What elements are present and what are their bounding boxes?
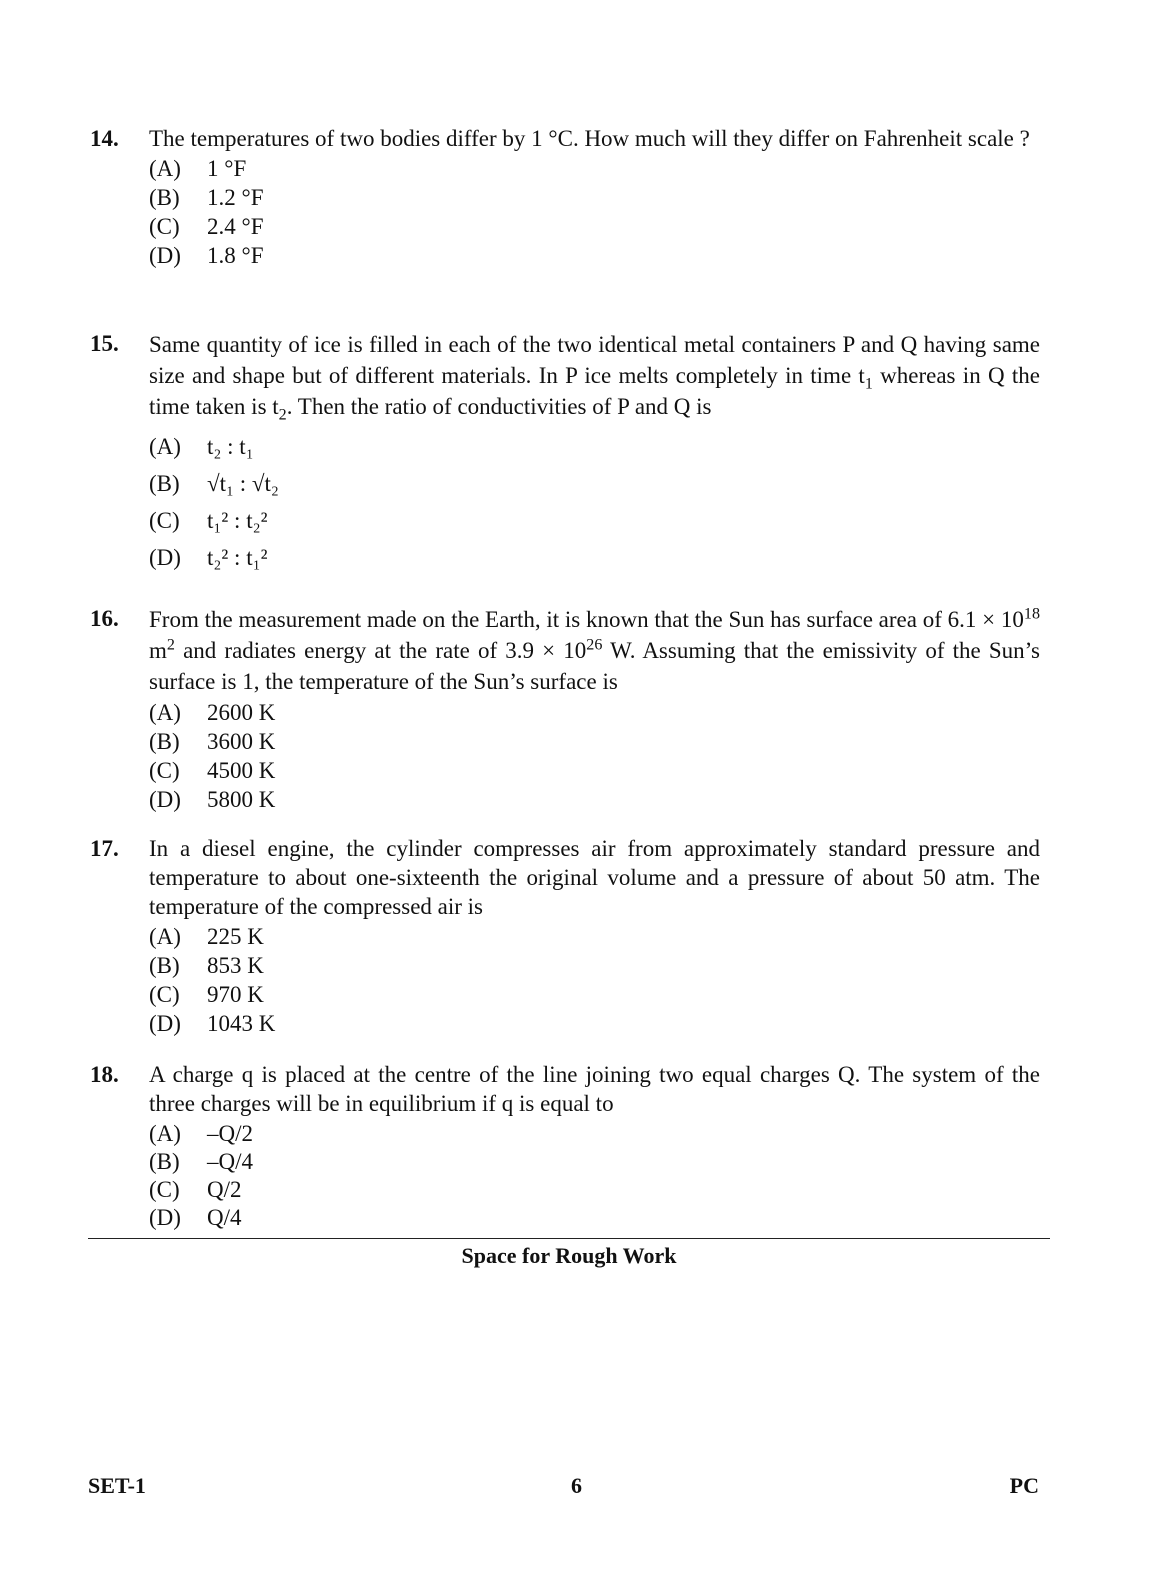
- options-list: [149, 698, 1040, 814]
- option-letter: (A): [149, 156, 181, 181]
- option-text: 1.8 °F: [207, 243, 264, 268]
- option-text: 1.2 °F: [207, 185, 264, 210]
- option-a[interactable]: [149, 922, 1040, 951]
- option-c[interactable]: [149, 502, 1040, 539]
- question-text: Same quantity of ice is filled in each of the two identical metal containers P and Q having same size and shape but of different materials. In P ice melts completely in time $t_1$ whereas in Q the time taken is $t_2$. Then the ratio of conductivities of P and Q is: [149, 332, 1040, 424]
- option-text: 2600 K: [207, 700, 276, 725]
- footer-set: SET-1: [88, 1473, 146, 1498]
- option-letter: (C): [149, 508, 180, 533]
- option-text: –Q/4: [207, 1148, 253, 1174]
- option-letter: (B): [149, 185, 180, 210]
- option-letter: (D): [149, 1011, 181, 1036]
- option-a[interactable]: [149, 154, 1040, 183]
- option-a[interactable]: [149, 698, 1040, 727]
- option-letter: (B): [149, 729, 180, 754]
- option-text: 853 K: [207, 953, 264, 978]
- option-d[interactable]: [149, 1203, 1040, 1231]
- option-letter: (A): [149, 1120, 181, 1146]
- option-letter: (A): [149, 434, 181, 459]
- option-letter: (D): [149, 243, 181, 268]
- option-text: 2.4 °F: [207, 214, 264, 239]
- section-divider: [88, 1238, 1050, 1239]
- question-number: 14.: [90, 126, 119, 151]
- option-b[interactable]: [149, 951, 1040, 980]
- option-text: t₂ : t₁: [207, 434, 254, 459]
- question-number: 15.: [90, 331, 119, 356]
- option-letter: (C): [149, 214, 180, 239]
- options-list: [149, 428, 1040, 576]
- question-text: In a diesel engine, the cylinder compresses air from approximately standard pressure and temperature to about one-sixteenth the original volume and a pressure of about 50 atm. The temperature of the compressed air is: [149, 836, 1040, 919]
- option-a[interactable]: [149, 428, 1040, 465]
- question-text: A charge q is placed at the centre of the line joining two equal charges Q. The system of the three charges will be in equilibrium if q is equal to: [149, 1062, 1040, 1116]
- option-text: √t₁ : √t₂: [207, 471, 279, 496]
- option-d[interactable]: [149, 539, 1040, 576]
- option-d[interactable]: [149, 785, 1040, 814]
- option-letter: (B): [149, 1148, 180, 1174]
- option-a[interactable]: [149, 1119, 1040, 1147]
- option-text: 3600 K: [207, 729, 276, 754]
- option-text: 225 K: [207, 924, 264, 949]
- option-b[interactable]: [149, 465, 1040, 502]
- question-text: From the measurement made on the Earth, it is known that the Sun has surface area of $6.1 \times 10^{18}$ $m^2$ and radiates energy at the rate of $3.9 \times 10^{26}$ W. Assuming that the emissivity of the Sun’s surface is 1, the temperature of the Sun’s surface is: [149, 605, 1040, 694]
- option-letter: (C): [149, 982, 180, 1007]
- option-d[interactable]: [149, 241, 1040, 270]
- footer-code: PC: [1009, 1473, 1039, 1498]
- question-text: The temperatures of two bodies differ by 1 °C. How much will they differ on Fahrenheit scale ?: [149, 126, 1030, 151]
- option-text: 5800 K: [207, 787, 276, 812]
- option-b[interactable]: [149, 183, 1040, 212]
- option-text: 970 K: [207, 982, 264, 1007]
- options-list: [149, 922, 1040, 1038]
- option-text: t₁² : t₂²: [207, 508, 268, 533]
- option-b[interactable]: [149, 1147, 1040, 1175]
- rough-work-label: Space for Rough Work: [461, 1243, 677, 1268]
- question-number: 17.: [90, 836, 119, 861]
- option-text: 1043 K: [207, 1011, 276, 1036]
- question-number: 16.: [90, 606, 119, 631]
- option-text: Q/2: [207, 1176, 242, 1202]
- question-number: 18.: [90, 1062, 119, 1087]
- option-letter: (D): [149, 1204, 181, 1230]
- option-letter: (D): [149, 787, 181, 812]
- option-letter: (B): [149, 953, 180, 978]
- option-c[interactable]: [149, 756, 1040, 785]
- option-letter: (C): [149, 758, 180, 783]
- option-letter: (A): [149, 924, 181, 949]
- footer-page-number: 6: [571, 1473, 582, 1498]
- option-text: t₂² : t₁²: [207, 545, 268, 570]
- question-16: [90, 604, 1040, 814]
- option-text: 1 °F: [207, 156, 247, 181]
- options-list: [149, 154, 1040, 270]
- option-text: 4500 K: [207, 758, 276, 783]
- option-letter: (A): [149, 700, 181, 725]
- option-c[interactable]: [149, 980, 1040, 1009]
- option-c[interactable]: [149, 212, 1040, 241]
- question-15: [90, 329, 1040, 576]
- option-letter: (B): [149, 471, 180, 496]
- option-text: –Q/2: [207, 1120, 253, 1146]
- option-text: Q/4: [207, 1204, 242, 1230]
- question-17: [90, 834, 1040, 1038]
- option-letter: (D): [149, 545, 181, 570]
- option-d[interactable]: [149, 1009, 1040, 1038]
- question-18: [90, 1060, 1040, 1231]
- options-list: [149, 1119, 1040, 1231]
- option-c[interactable]: [149, 1175, 1040, 1203]
- option-b[interactable]: [149, 727, 1040, 756]
- option-letter: (C): [149, 1176, 180, 1202]
- question-14: [90, 124, 1040, 270]
